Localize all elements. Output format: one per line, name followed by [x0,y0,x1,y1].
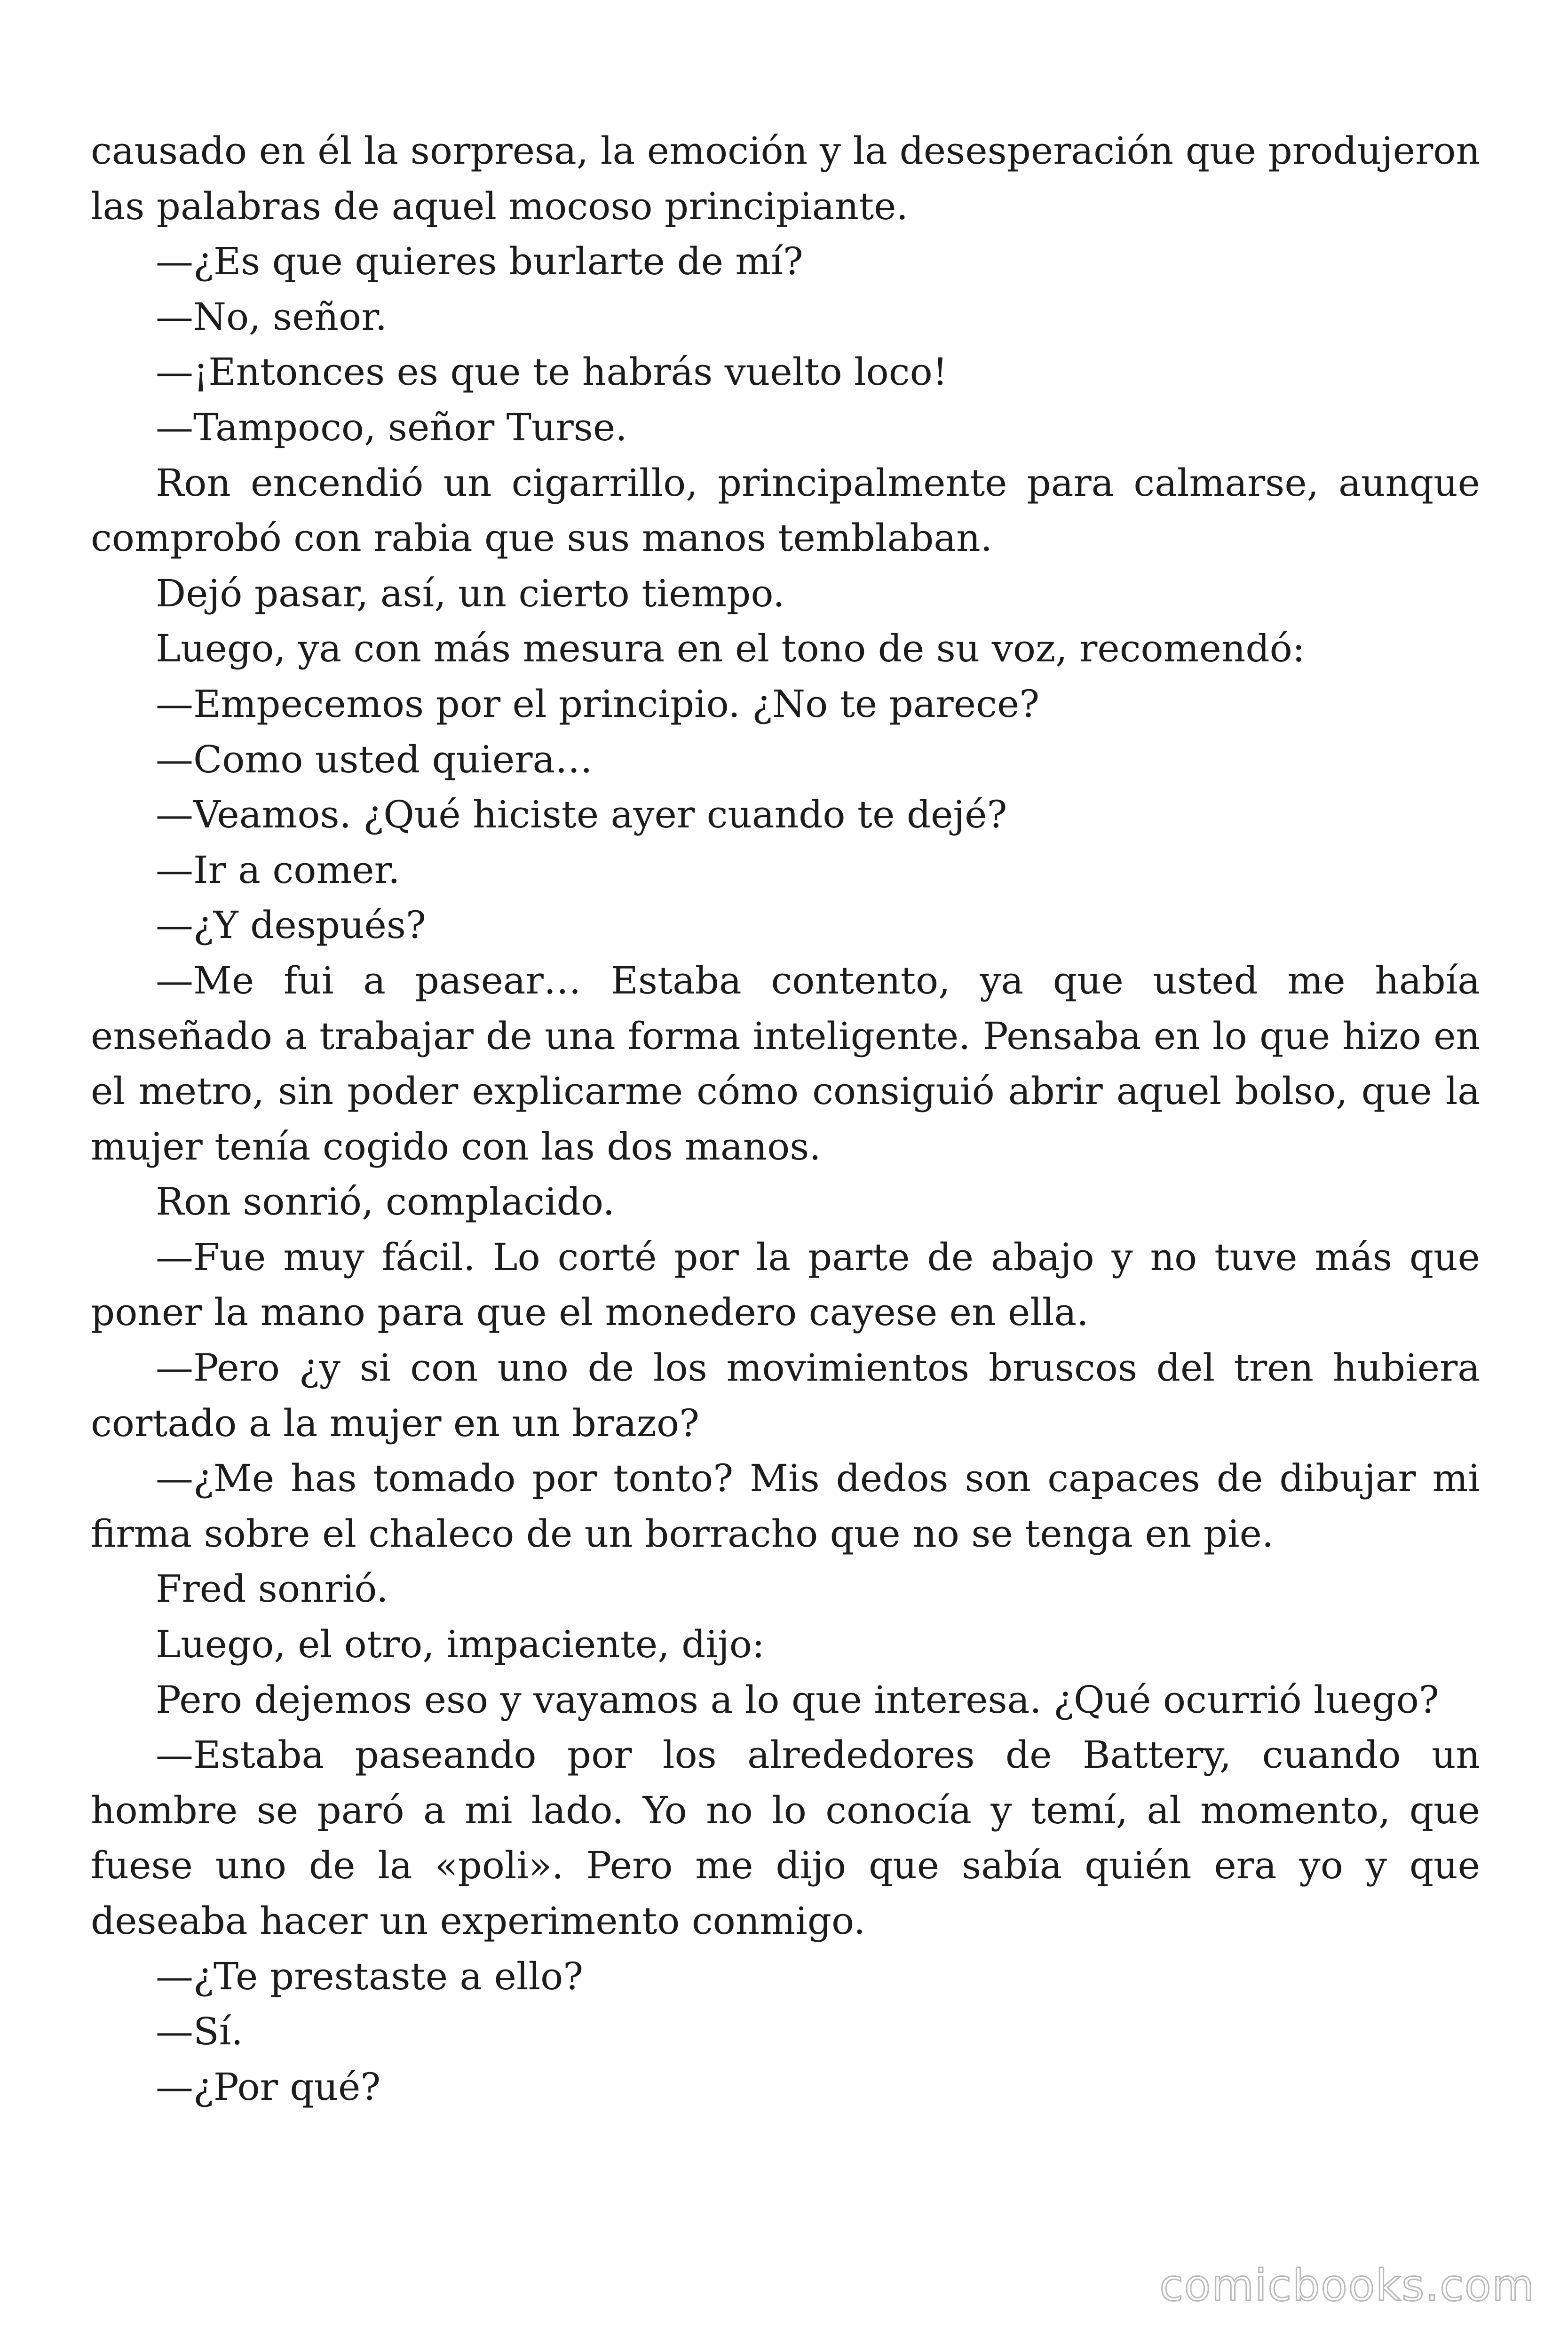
paragraph: —¿Por qué? [156,2065,381,2109]
paragraph: —No, señor. [156,294,387,339]
paragraph: —¡Entonces es que te habrás vuelto loco! [156,350,948,394]
paragraph: Dejó pasar, así, un cierto tiempo. [156,571,785,615]
paragraph: —Estaba paseando por los alrededores de Battery, cuando un hombre se paró a mi lado. Yo no lo conocía y temí, al momento, que fuese uno de la «poli». Pero me dijo que sabía quién era yo y que deseaba hacer un experimento conmigo. [91,1733,1480,1943]
paragraph: Fred sonrió. [156,1567,388,1611]
paragraph: —Como usted quiera… [156,737,593,781]
paragraph: Luego, el otro, impaciente, dijo: [156,1622,765,1667]
paragraph: —¿Me has tomado por tonto? Mis dedos son capaces de dibujar mi firma sobre el chaleco de un borracho que no se tenga en pie. [91,1456,1480,1556]
paragraph: —¿Es que quieres burlarte de mí? [156,239,803,284]
paragraph: —Pero ¿y si con uno de los movimientos bruscos del tren hubiera cortado a la mujer en un brazo? [91,1346,1480,1445]
paragraph: —Ir a comer. [156,848,400,892]
paragraph: Ron encendió un cigarrillo, principalmente para calmarse, aunque comprobó con rabia que sus manos temblaban. [91,461,1480,560]
paragraph: Ron sonrió, complacido. [156,1180,615,1224]
paragraph: —Sí. [156,2010,243,2054]
paragraph: Pero dejemos eso y vayamos a lo que interesa. ¿Qué ocurrió luego? [156,1677,1439,1722]
paragraph: causado en él la sorpresa, la emoción y la desesperación que produjeron las palabras de aquel mocoso principiante. [91,129,1480,228]
paragraph: —¿Y después? [156,903,426,947]
paragraph: —Me fui a pasear… Estaba contento, ya que usted me había enseñado a trabajar de una forma inteligente. Pensaba en lo que hizo en el metro, sin poder explicarme cómo consiguió abrir aquel bolso, que la mujer tenía cogido con las dos manos. [91,958,1480,1168]
watermark: comicbooks.com [1159,2260,1535,2311]
paragraph: —¿Te prestaste a ello? [156,1954,584,1998]
paragraph: Luego, ya con más mesura en el tono de su voz, recomendó: [156,627,1305,671]
body-text [91,123,1480,2114]
paragraph: —Veamos. ¿Qué hiciste ayer cuando te dejé? [156,793,1007,837]
paragraph: —Fue muy fácil. Lo corté por la parte de abajo y no tuve más que poner la mano para que el monedero cayese en ella. [91,1235,1480,1335]
paragraph: —Tampoco, señor Turse. [156,405,627,449]
paragraph: —Empecemos por el principio. ¿No te parece? [156,682,1040,726]
